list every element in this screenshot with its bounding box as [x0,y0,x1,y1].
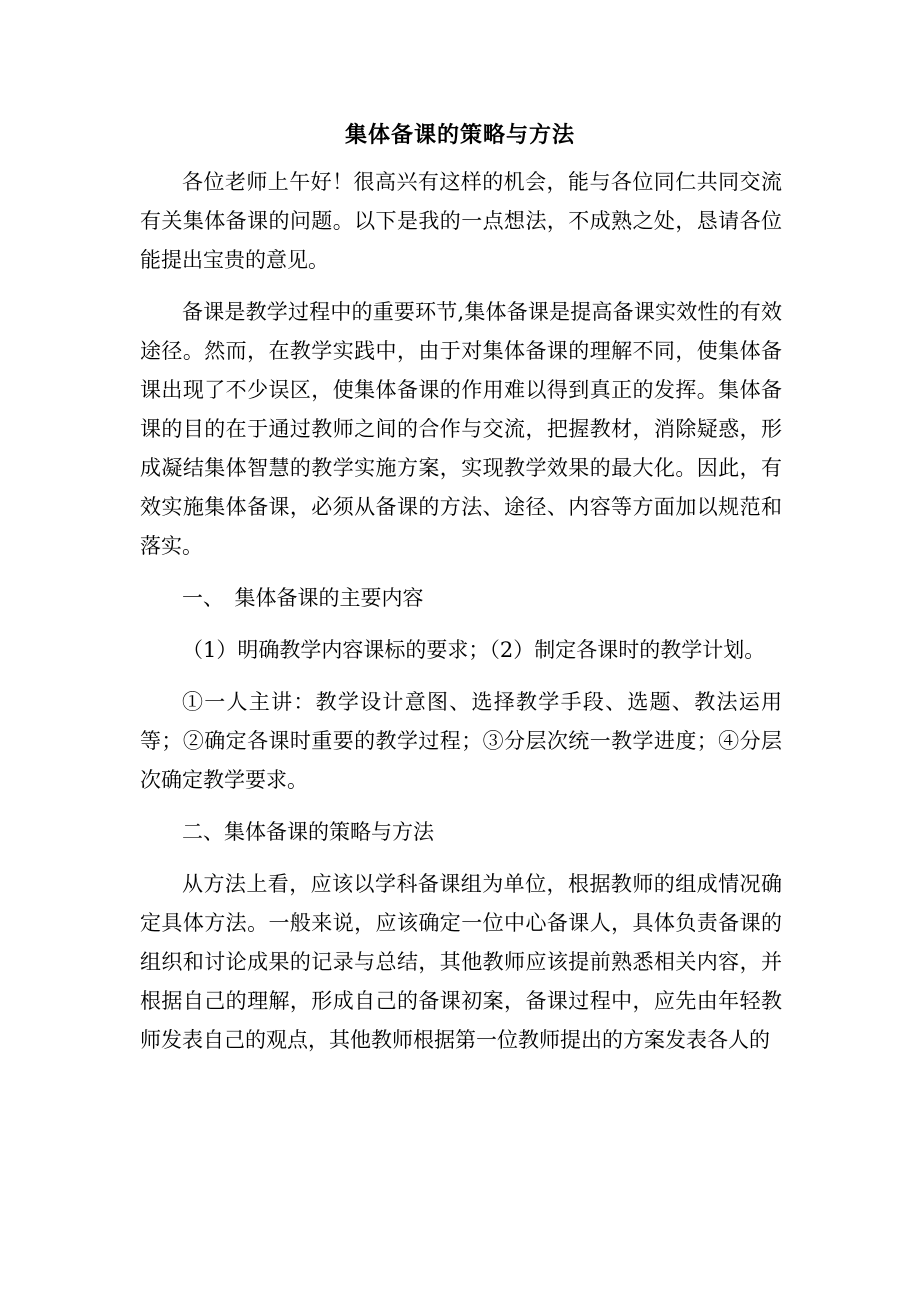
paragraph-introduction: 备课是教学过程中的重要环节,集体备课是提高备课实效性的有效途径。然而，在教学实践中，由于对集体备课的理解不同，使集体备课出现了不少误区，使集体备课的作用难以得到真正的发挥。集体备课的目的在于通过教师之间的合作与交流，把握教材，消除疑惑，形成凝结集体智慧的教学实施方案，实现教学效果的最大化。因此，有效实施集体备课，必须从备课的方法、途径、内容等方面加以规范和落实。 [140,300,782,558]
section-heading-main-content: 一、 集体备课的主要内容 [182,586,424,610]
paragraph-requirements: （1）明确教学内容课标的要求；（2）制定各课时的教学计划。 [182,638,766,662]
paragraph-method: 从方法上看，应该以学科备课组为单位，根据教师的组成情况确定具体方法。一般来说，应该确定一位中心备课人，具体负责备课的组织和讨论成果的记录与总结，其他教师应该提前熟悉相关内容，并根据自己的理解，形成自己的备课初案，备课过程中，应先由年轻教师发表自己的观点，其他教师根据第一位教师提出的方案发表各人的 [140,872,782,1052]
paragraph-greeting: 各位老师上午好！很高兴有这样的机会，能与各位同仁共同交流有关集体备课的问题。以下是我的一点想法，不成熟之处，恳请各位能提出宝贵的意见。 [140,170,782,272]
paragraph-steps: ①一人主讲：教学设计意图、选择教学手段、选题、教法运用等；②确定各课时重要的教学过程；③分层次统一教学进度；④分层次确定教学要求。 [140,690,782,792]
document-title: 集体备课的策略与方法 [344,122,575,148]
document-body [140,163,782,1073]
section-heading-strategy: 二、集体备课的策略与方法 [182,820,434,844]
